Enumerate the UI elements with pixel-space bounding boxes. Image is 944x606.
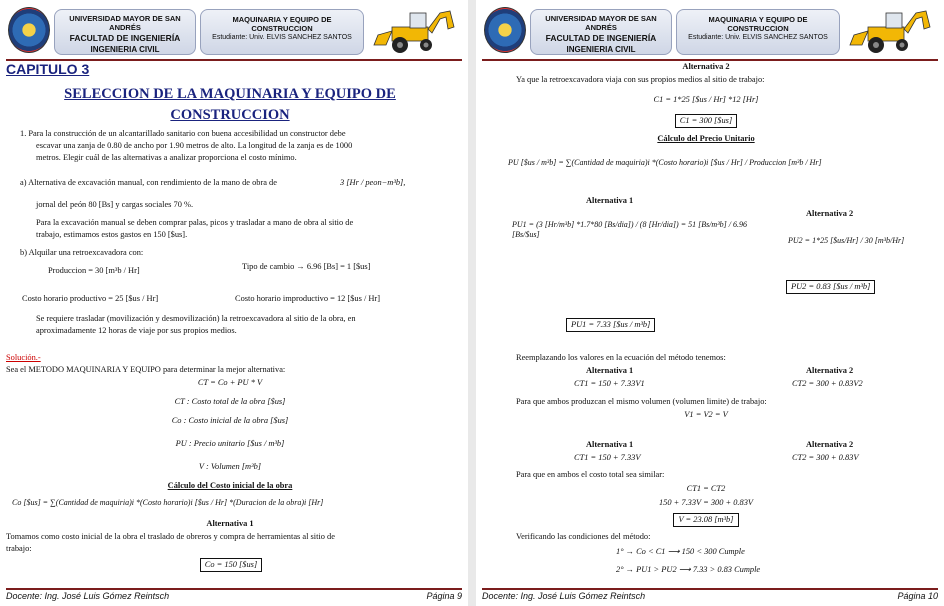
costo-inicial-box: Co = 150 [$us] (200, 558, 262, 572)
pu-title: Cálculo del Precio Unitario (657, 134, 755, 143)
page-left (0, 0, 468, 606)
subject-line1: MAQUINARIA Y EQUIPO DE (232, 15, 332, 24)
backhoe-loader-icon (846, 5, 934, 55)
page-header (6, 5, 462, 57)
ct1-v: CT1 = 150 + 7.33V (574, 453, 641, 462)
page-right (476, 0, 944, 606)
eq-costo-total: CT = Co + PU * V (197, 378, 263, 387)
alt1-pu-title: Alternativa 1 (586, 196, 634, 205)
docente-name: Docente: Ing. José Luis Gómez Reintsch (482, 591, 646, 601)
volume-equation: 150 + 7.33V = 300 + 0.83V (658, 498, 754, 507)
page-header (482, 5, 938, 57)
university-seal-icon (484, 7, 526, 53)
alternativa2-title: Alternativa 2 (682, 62, 730, 71)
problem-text-1: 1. Para la construcción de un alcantarillado sanitario con buena accesibilidad un constructor debe (20, 129, 346, 138)
alt2-ct2-title: Alternativa 2 (806, 440, 854, 449)
pu-equation: PU [$us / m³b] = ∑(Cantidad de maquiria)i *(Costo horario)i [$us / Hr] / Produccion [m³b / Hr] (508, 158, 822, 167)
header-rule (482, 59, 938, 61)
alternative-b-text-2: Se requiere trasladar (movilización y desmovilización) la retroexcavadora al sitio de la obra, en (36, 314, 356, 323)
volume-result (626, 513, 786, 527)
alt1-ct-title: Alternativa 1 (586, 366, 634, 375)
subject-line2: CONSTRUCCION (727, 24, 789, 33)
def-costo-inicial: Co : Costo inicial de la obra [$us] (171, 416, 289, 425)
alt2-ct-title: Alternativa 2 (806, 366, 854, 375)
ct2-v2: CT2 = 300 + 0.83V2 (792, 379, 863, 388)
problem-text-3: metros. Elegir cuál de las alternativas a analizar proporciona el costo mínimo. (36, 153, 297, 162)
alternativa1-text-2: trabajo: (6, 544, 32, 553)
solucion-heading: Solución.- (6, 353, 41, 362)
c1-result (606, 114, 806, 128)
calc-costo-inicial-title: Cálculo del Costo inicial de la obra (167, 481, 293, 490)
alternativa1-title: Alternativa 1 (206, 519, 254, 528)
career-name: INGENIERIA CIVIL (90, 45, 160, 54)
alt2-pu-title: Alternativa 2 (806, 209, 854, 218)
volume-box: V = 23.08 [m³b] (673, 513, 738, 527)
page-gutter (468, 0, 476, 606)
tipo-cambio-formula: Tipo de cambio → 6.96 [Bs] = 1 [$us] (242, 262, 371, 271)
alternativa1-result (176, 558, 286, 572)
ct-equality: CT1 = CT2 (686, 484, 726, 493)
alternative-a-jornal: jornal del peón 80 [Bs] y cargas sociales 70 %. (36, 200, 194, 209)
verificando-text: Verificando las condiciones del método: (516, 532, 651, 541)
subject-box (676, 9, 840, 55)
condition-2: 2° → PU1 > PU2 ⟶ 7.33 > 0.83 Cumple (616, 565, 761, 574)
alternative-b-text-3: aproximadamente 12 horas de viaje por sus propios medios. (36, 326, 237, 335)
condition-1: 1° → Co < C1 ⟶ 150 < 300 Cumple (616, 547, 745, 556)
university-box (530, 9, 672, 55)
subject-line2: CONSTRUCCION (251, 24, 313, 33)
pu1-result (566, 318, 655, 332)
c1-box: C1 = 300 [$us] (675, 114, 737, 128)
alternative-a-text: a) Alternativa de excavación manual, con rendimiento de la mano de obra de (20, 178, 277, 187)
career-name: INGENIERIA CIVIL (566, 45, 636, 54)
university-seal-icon (8, 7, 50, 53)
pu2-equation: PU2 = 1*25 [$us/Hr] / 30 [m³b/Hr] (788, 236, 905, 245)
faculty-name: FACULTAD DE INGENIERÍA (69, 33, 181, 43)
university-name: UNIVERSIDAD MAYOR DE SAN ANDRÉS (545, 14, 657, 32)
alternative-a-text-2: Para la excavación manual se deben comprar palas, picos y trasladar a mano de obra al sitio de (36, 218, 354, 227)
university-name: UNIVERSIDAD MAYOR DE SAN ANDRÉS (69, 14, 181, 32)
university-box (54, 9, 196, 55)
page-number: Página 10 (897, 591, 938, 601)
pu1-equation: PU1 = (3 [Hr/m³b] *1.7*80 [Bs/dia]) / (8 [Hr/dia]) = 51 [Bs/m³b] / 6.96 [Bs/$us] (512, 220, 747, 240)
backhoe-loader-icon (370, 5, 458, 55)
solucion-intro: Sea el METODO MAQUINARIA Y EQUIPO para determinar la mejor alternativa: (6, 365, 286, 374)
section-title-line2: CONSTRUCCION (170, 107, 290, 123)
section-title-line1: SELECCION DE LA MAQUINARIA Y EQUIPO DE (64, 86, 396, 102)
pu2-result (786, 280, 875, 294)
subject-line1: MAQUINARIA Y EQUIPO DE (708, 15, 808, 24)
reemplazando-text: Reemplazando los valores en la ecuación del método tenemos: (516, 353, 726, 362)
page-number: Página 9 (426, 591, 462, 601)
def-precio-unitario: PU : Precio unitario [$us / m³b] (175, 439, 285, 448)
student-name: Estudiante: Univ. ELVIS SANCHEZ SANTOS (212, 34, 352, 41)
produccion-formula: Produccion = 30 [m³b / Hr] (48, 266, 140, 275)
subject-box (200, 9, 364, 55)
faculty-name: FACULTAD DE INGENIERÍA (545, 33, 657, 43)
alternative-a-formula: 3 [Hr / peon−m³b], (340, 178, 406, 187)
alternative-b-text: b) Alquilar una retroexcavadora con: (20, 248, 144, 257)
alternativa1-text: Tomamos como costo inicial de la obra el traslado de obreros y compra de herramientas al sitio de (6, 532, 335, 541)
costo-similar-text: Para que en ambos el costo total sea similar: (516, 470, 665, 479)
volume-equality: V1 = V2 = V (684, 410, 728, 419)
alternative-a-text-3: trabajo, estimamos estos gastos en 150 [$us]. (36, 230, 188, 239)
alt1-ct2-title: Alternativa 1 (586, 440, 634, 449)
pu2-box: PU2 = 0.83 [$us / m³b] (786, 280, 875, 294)
problem-text-2: escavar una zanja de 0.80 de ancho por 1.90 metros de alto. La longitud de la zanja es de 1000 (36, 141, 353, 150)
page-footer (482, 589, 938, 603)
def-volumen: V : Volumen [m³b] (198, 462, 262, 471)
ct2-v: CT2 = 300 + 0.83V (792, 453, 859, 462)
docente-name: Docente: Ing. José Luis Gómez Reintsch (6, 591, 170, 601)
costo-productivo-formula: Costo horario productivo = 25 [$us / Hr] (22, 294, 159, 303)
pu1-box: PU1 = 7.33 [$us / m³b] (566, 318, 655, 332)
def-costo-total: CT : Costo total de la obra [$us] (174, 397, 286, 406)
page-footer (6, 589, 462, 603)
student-name: Estudiante: Univ. ELVIS SANCHEZ SANTOS (688, 34, 828, 41)
alternativa2-text: Ya que la retroexcavadora viaja con sus propios medios al sitio de trabajo: (516, 75, 765, 84)
mismo-volumen-text: Para que ambos produzcan el mismo volumen (volumen limite) de trabajo: (516, 397, 767, 406)
c1-equation: C1 = 1*25 [$us / Hr] *12 [Hr] (653, 95, 759, 104)
ct1-v1: CT1 = 150 + 7.33V1 (574, 379, 645, 388)
chapter-title: CAPITULO 3 (6, 61, 90, 77)
costo-improductivo-formula: Costo horario improductivo = 12 [$us / Hr] (235, 294, 380, 303)
eq-costo-inicial: Co [$us] = ∑(Cantidad de maquiria)i *(Costo horario)i [$us / Hr] *(Duracion de la obra)i [Hr] (12, 498, 324, 507)
